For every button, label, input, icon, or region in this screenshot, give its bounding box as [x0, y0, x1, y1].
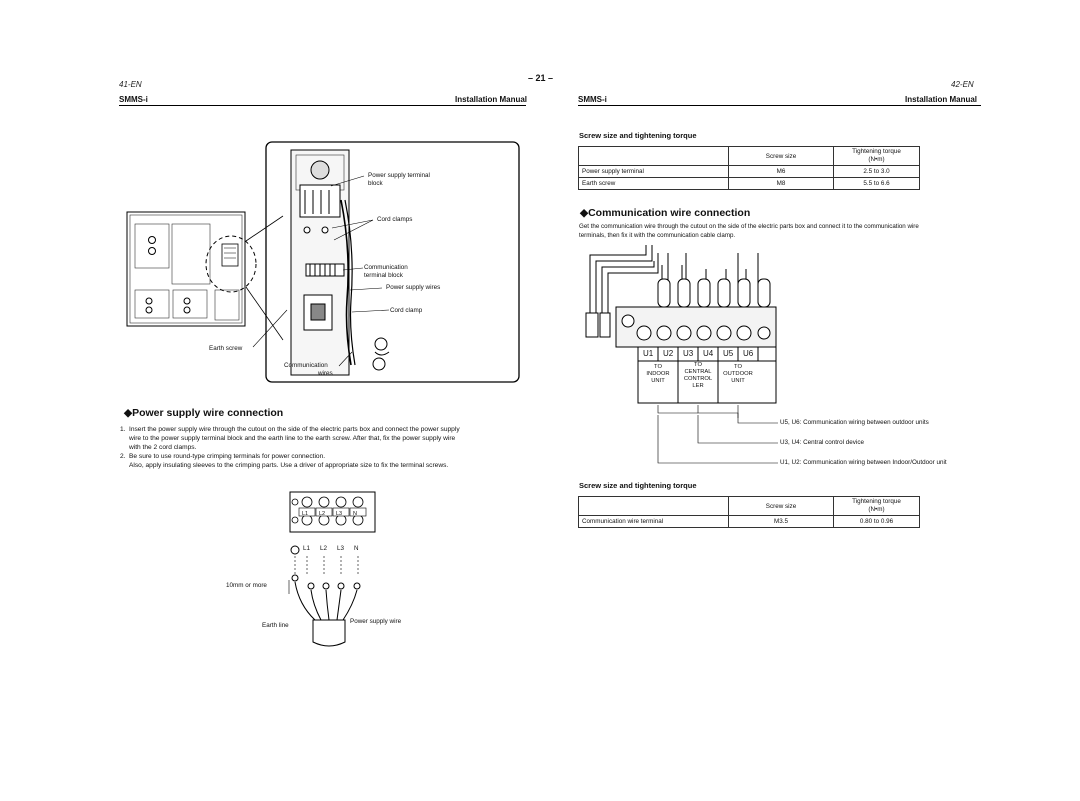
terminal-u1: U1	[643, 349, 654, 358]
legend-u3-u4: U3, U4: Central control device	[780, 439, 864, 446]
power-supply-section-title: ◆Power supply wire connection	[124, 407, 284, 419]
left-page-id: 41-EN	[119, 80, 142, 89]
table1-title: Screw size and tightening torque	[579, 131, 697, 140]
label-comm-terminal-block-2: terminal block	[364, 272, 403, 279]
label-power-supply-terminal: Power supply terminal	[368, 172, 430, 179]
left-model-name: SMMS-i	[119, 95, 148, 104]
table-row: Earth screw M8 5.5 to 6.6	[579, 178, 920, 190]
communication-section-title: ◆Communication wire connection	[580, 207, 751, 219]
legend-u5-u6: U5, U6: Communication wiring between outdoor units	[780, 419, 929, 426]
table2-title: Screw size and tightening torque	[579, 481, 697, 490]
legend-u1-u2: U1, U2: Communication wiring between Indoor/Outdoor unit	[780, 459, 947, 466]
label-comm-wires-2: wires	[318, 370, 333, 377]
step-2: 2. Be sure to use round-type crimping terminals for power connection. Also, apply insulating sleeves to the crimping parts. Use a driver of appropriate size to fix the terminal screws.	[120, 453, 449, 469]
power-supply-wire-label: Power supply wire	[350, 618, 402, 625]
terminal-label-l1: L1	[302, 511, 309, 517]
right-manual-title: Installation Manual	[905, 95, 978, 104]
label-comm-terminal-block: Communication	[364, 264, 408, 271]
table1-head-torque: Tightening torque (N•m)	[834, 147, 920, 166]
group-indoor-unit: TO INDOOR UNIT	[646, 364, 670, 384]
right-header-rule	[578, 105, 981, 106]
table2-empty-head	[579, 497, 729, 516]
label-cord-clamp: Cord clamp	[390, 307, 423, 314]
table-row: Communication wire terminal M3.5 0.80 to 0.96	[579, 516, 920, 528]
wire-label-l1: L1	[303, 545, 311, 552]
terminal-u2: U2	[663, 349, 674, 358]
terminal-u3: U3	[683, 349, 694, 358]
terminal-u4: U4	[703, 349, 714, 358]
left-manual-title: Installation Manual	[455, 95, 528, 104]
label-cord-clamps: Cord clamps	[377, 216, 413, 223]
right-page-id: 42-EN	[951, 80, 974, 89]
terminal-label-n: N	[353, 511, 357, 517]
gap-label: 10mm or more	[226, 582, 267, 589]
earth-line-label: Earth line	[262, 622, 289, 629]
group-outdoor-unit: TO OUTDOOR UNIT	[723, 364, 753, 384]
left-header-rule	[119, 105, 526, 106]
communication-intro: Get the communication wire through the cutout on the side of the electric parts box and connect it to the communication wire terminals, then fix it with the communication cable clamp.	[579, 223, 919, 239]
wire-label-n: N	[354, 545, 359, 552]
torque-table-power	[578, 146, 920, 190]
diamond-bullet-icon: ◆	[580, 207, 589, 219]
group-central-controller: TO CENTRAL CONTROL LER	[683, 362, 713, 389]
right-model-name: SMMS-i	[578, 95, 607, 104]
step-1: 1. Insert the power supply wire through the cutout on the side of the electric parts box and connect the power supply wire to the power supply terminal block and the earth line to the earth screw. After that, fix the power supply wire with the 2 cord clamps.	[120, 426, 460, 451]
wire-label-l2: L2	[320, 545, 328, 552]
torque-table-communication	[578, 496, 920, 528]
table2-head-torque: Tightening torque (N•m)	[834, 497, 920, 516]
label-earth-screw: Earth screw	[209, 345, 243, 352]
power-terminal-block-figure	[285, 490, 385, 650]
label-power-supply-wires: Power supply wires	[386, 284, 441, 291]
table1-empty-head	[579, 147, 729, 166]
wire-label-l3: L3	[337, 545, 345, 552]
table2-head-screw: Screw size	[729, 497, 834, 516]
terminal-u5: U5	[723, 349, 734, 358]
table1-head-screw: Screw size	[729, 147, 834, 166]
terminal-u6: U6	[743, 349, 754, 358]
electric-parts-box-figure	[119, 140, 524, 390]
label-comm-wires: Communication	[284, 362, 328, 369]
page-number: – 21 –	[528, 73, 554, 83]
diamond-bullet-icon: ◆	[124, 407, 133, 419]
terminal-label-l3: L3	[336, 511, 343, 517]
terminal-label-l2: L2	[319, 511, 326, 517]
communication-terminal-figure	[578, 243, 988, 468]
label-power-supply-terminal-2: block	[368, 180, 383, 187]
step-list	[120, 425, 530, 470]
table-row: Power supply terminal M6 2.5 to 3.0	[579, 166, 920, 178]
